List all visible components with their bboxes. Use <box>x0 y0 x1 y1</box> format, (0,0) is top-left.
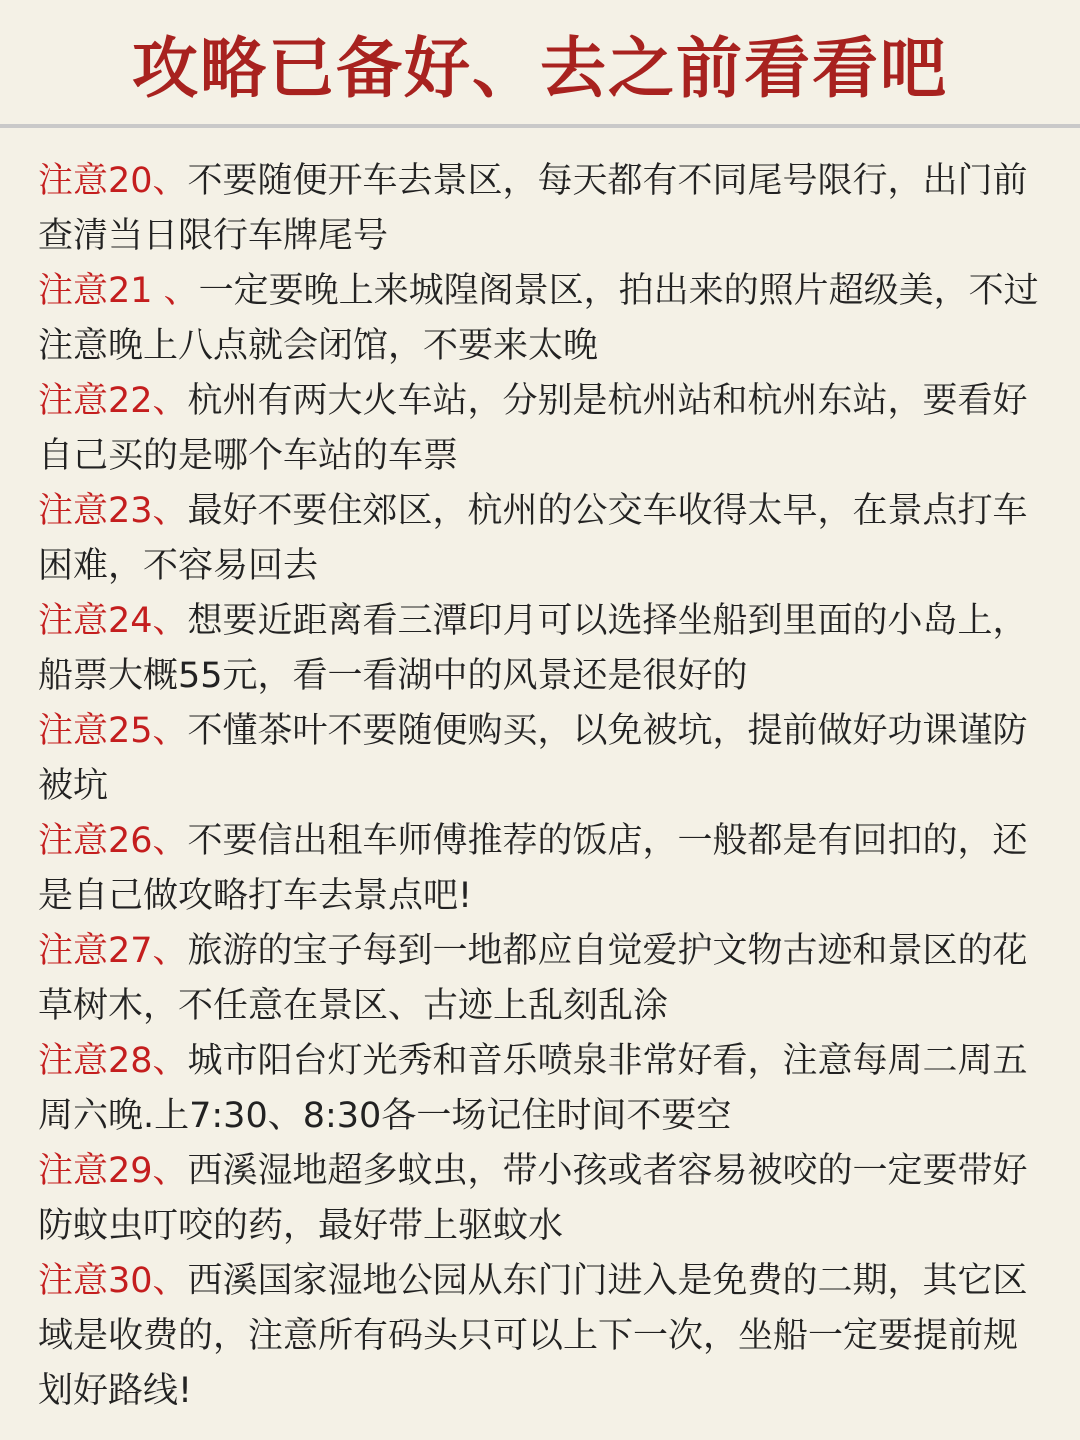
tips-list <box>0 128 1080 1419</box>
page-title: 攻略已备好、去之前看看吧 <box>132 29 948 107</box>
tip-label: 注意30、 <box>38 1261 188 1301</box>
tip-item <box>38 1144 1042 1254</box>
tip-item <box>38 484 1042 594</box>
tip-text: 城市阳台灯光秀和音乐喷泉非常好看，注意每周二周五周六晚.上7:30、8:30各一场记住时间不要空 <box>38 1041 1028 1136</box>
tip-text: 最好不要住郊区，杭州的公交车收得太早，在景点打车困难，不容易回去 <box>38 491 1028 586</box>
tip-label: 注意29、 <box>38 1151 188 1191</box>
tip-label: 注意24、 <box>38 601 188 641</box>
tip-item <box>38 814 1042 924</box>
tip-item <box>38 924 1042 1034</box>
tip-item <box>38 264 1042 374</box>
tip-text: 旅游的宝子每到一地都应自觉爱护文物古迹和景区的花草树木，不任意在景区、古迹上乱刻乱涂 <box>38 931 1028 1026</box>
tip-item <box>38 1254 1042 1419</box>
tip-text: 西溪国家湿地公园从东门门进入是免费的二期，其它区域是收费的，注意所有码头只可以上下一次，坐船一定要提前规划好路线! <box>38 1261 1028 1411</box>
tip-label: 注意23、 <box>38 491 188 531</box>
tip-label: 注意22、 <box>38 381 188 421</box>
tip-text: 不要随便开车去景区，每天都有不同尾号限行，出门前查清当日限行车牌尾号 <box>38 161 1028 256</box>
tip-item <box>38 374 1042 484</box>
tip-item <box>38 594 1042 704</box>
tip-label: 注意21 、 <box>38 271 199 311</box>
tip-item <box>38 704 1042 814</box>
tip-label: 注意20、 <box>38 161 188 201</box>
tip-label: 注意27、 <box>38 931 188 971</box>
tip-text: 不懂茶叶不要随便购买，以免被坑，提前做好功课谨防被坑 <box>38 711 1028 806</box>
tip-label: 注意25、 <box>38 711 188 751</box>
tip-item <box>38 1034 1042 1144</box>
tip-text: 杭州有两大火车站，分别是杭州站和杭州东站，要看好自己买的是哪个车站的车票 <box>38 381 1028 476</box>
tip-label: 注意28、 <box>38 1041 188 1081</box>
tip-item <box>38 154 1042 264</box>
tip-label: 注意26、 <box>38 821 188 861</box>
tip-text: 一定要晚上来城隍阁景区，拍出来的照片超级美，不过注意晚上八点就会闭馆，不要来太晚 <box>38 271 1039 366</box>
tip-text: 想要近距离看三潭印月可以选择坐船到里面的小岛上，船票大概55元，看一看湖中的风景还是很好的 <box>38 601 1028 696</box>
tip-text: 不要信出租车师傅推荐的饭店，一般都是有回扣的，还是自己做攻略打车去景点吧! <box>38 821 1028 916</box>
tip-text: 西溪湿地超多蚊虫，带小孩或者容易被咬的一定要带好防蚊虫叮咬的药，最好带上驱蚊水 <box>38 1151 1028 1246</box>
